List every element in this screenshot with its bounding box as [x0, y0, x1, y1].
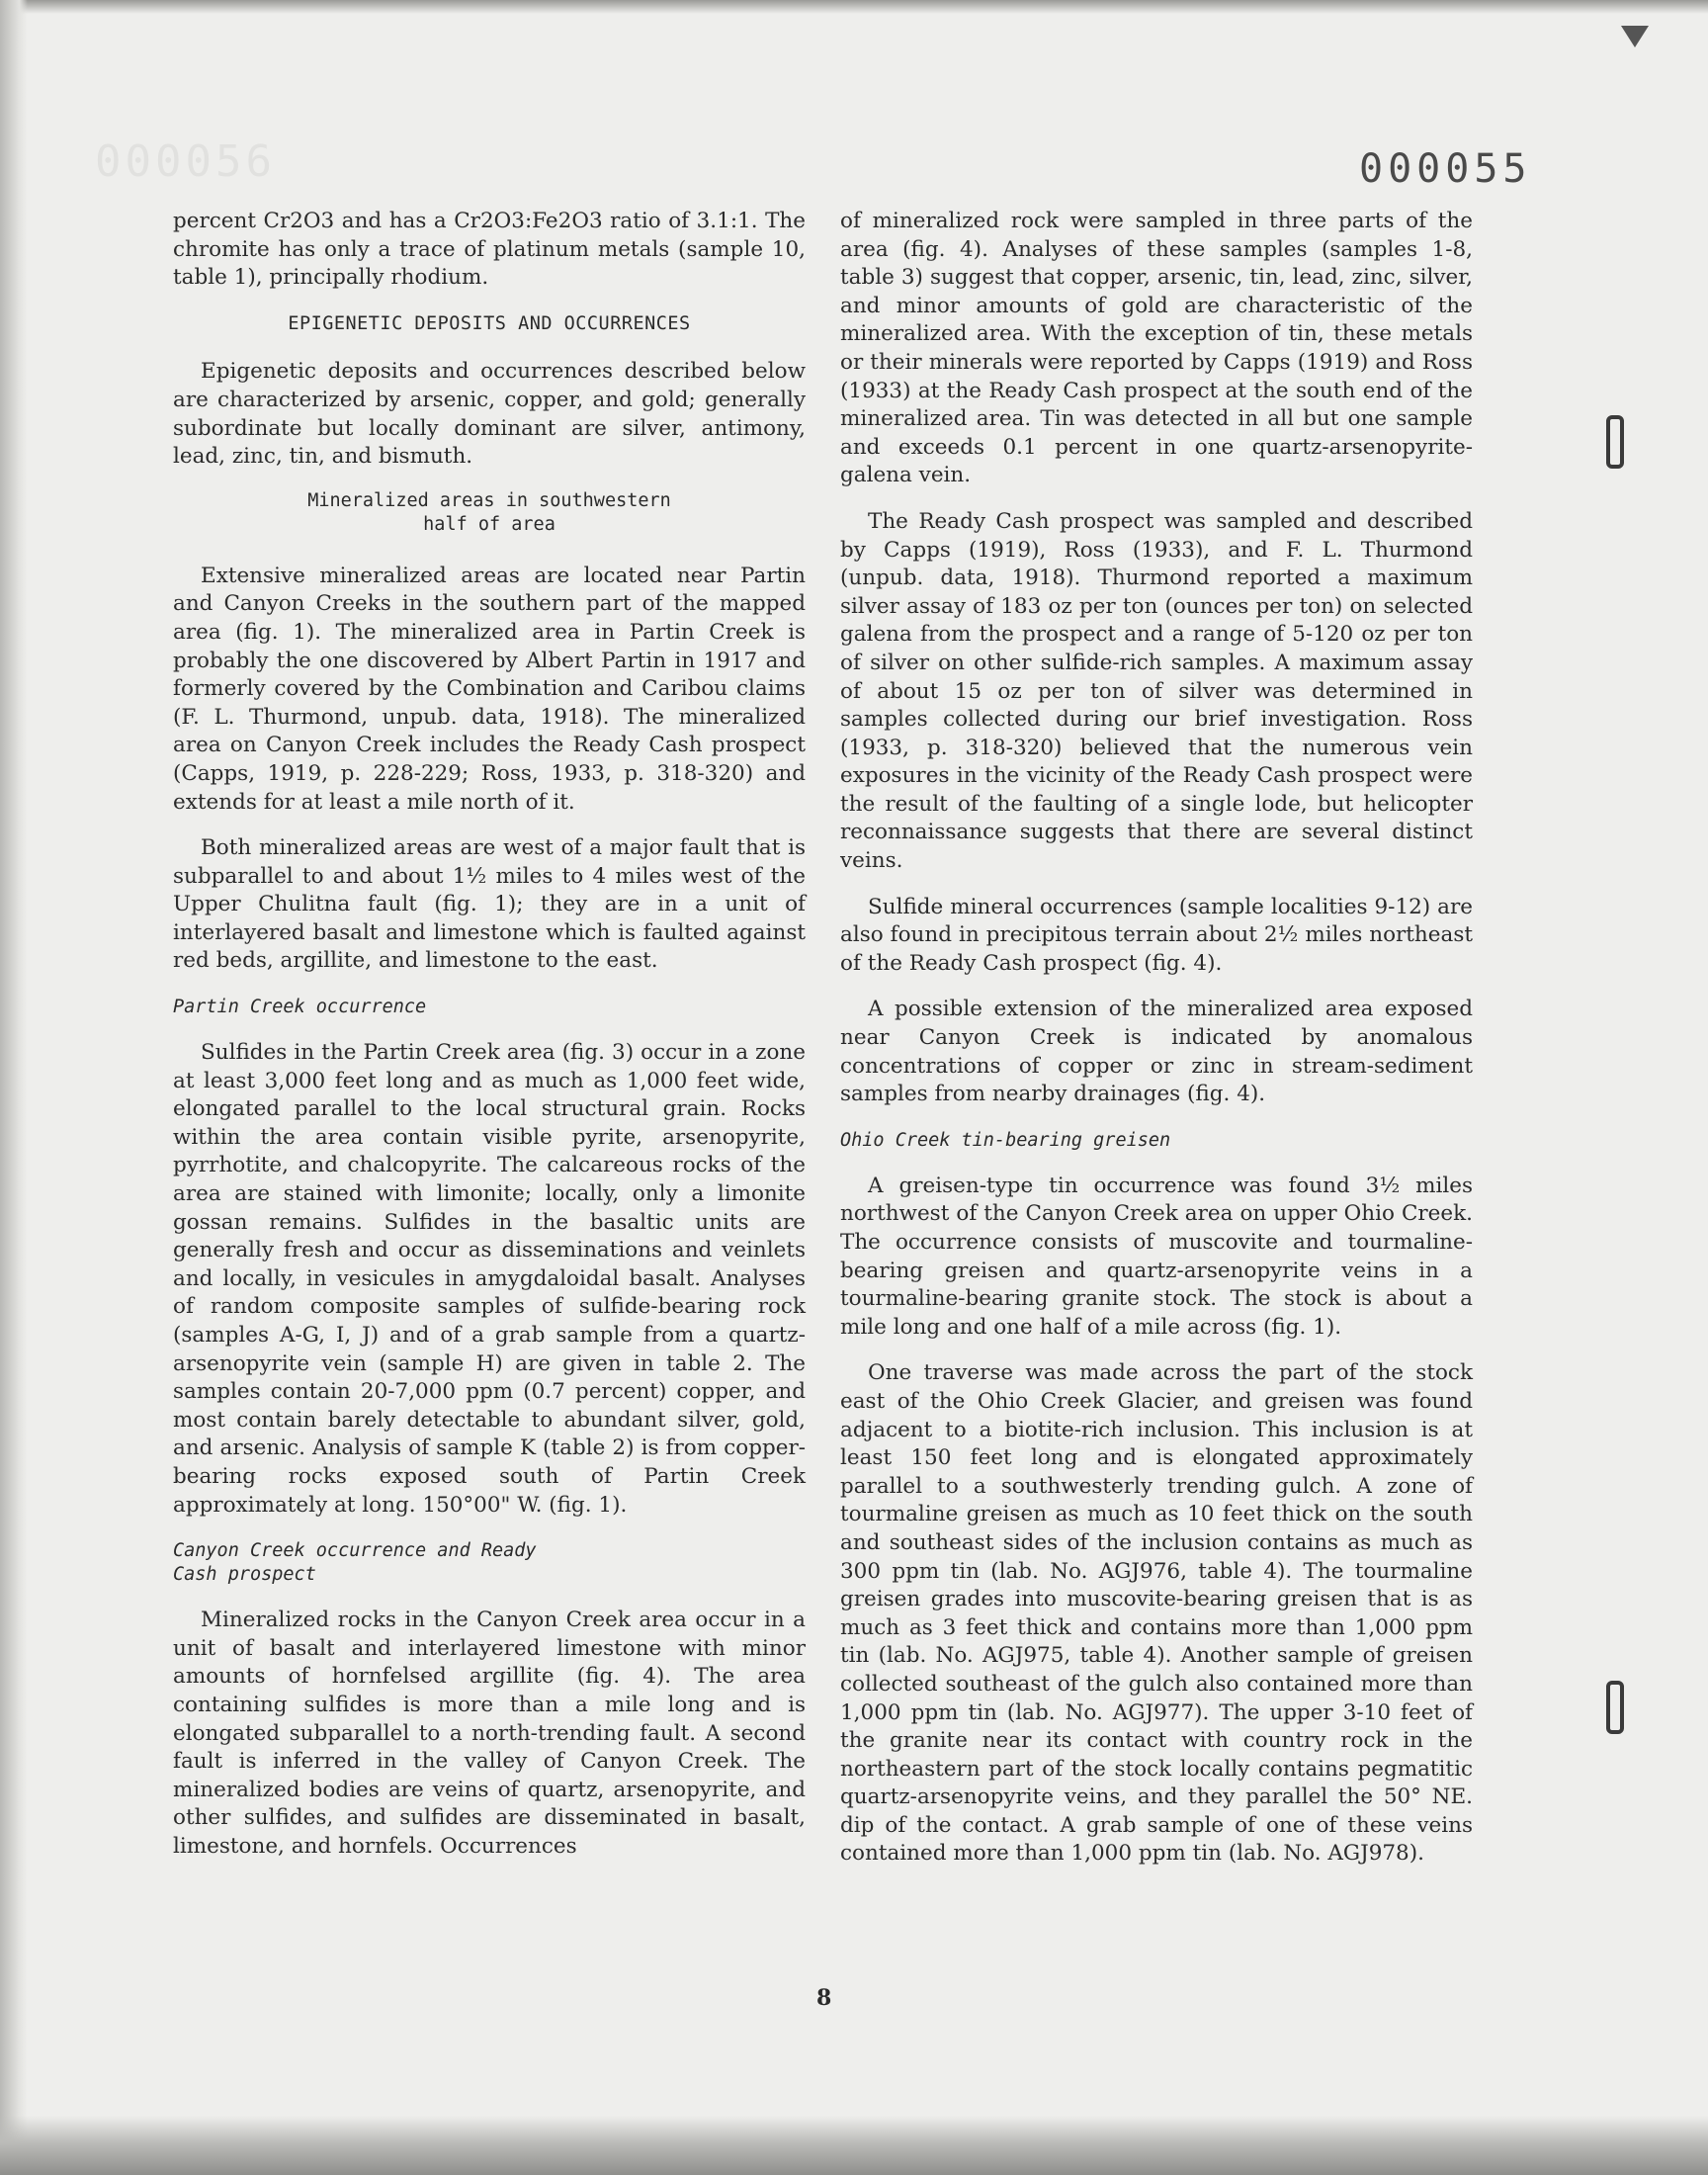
heading-partin-creek: Partin Creek occurrence: [173, 997, 427, 1018]
binder-ring-mark-2: [1606, 1681, 1624, 1734]
heading-ohio-creek: Ohio Creek tin-bearing greisen: [840, 1129, 1171, 1151]
paragraph-continued: of mineralized rock were sampled in three parts of the area (fig. 4). Analyses of these samples (samples 1-8, table 3) suggest that copper, arsenic, tin, lead, zinc, silver, and minor amounts of gold are characteristic of the mineralized area. With the exception of tin, these metals or their minerals were reported by Capps (1919) and Ross (1933) at the Ready Cash prospect at the south end of the mineralized area. Tin was detected in all but one sample and exceeds 0.1 percent in one quartz-arsenopyrite-galena vein.: [840, 209, 1473, 488]
paragraph-traverse: One traverse was made across the part of the stock east of the Ohio Creek Glacier, and greisen was found adjacent to a biotite-rich inclusion. This inclusion is at least 150 feet long and is elongated approximately parallel to a southwesterly trending gulch. A zone of tourmaline greisen as much as 10 feet thick on the south and southeast sides of the inclusion contains as much as 300 ppm tin (lab. No. AGJ976, table 4). The tourmaline greisen grades into muscovite-bearing greisen that is as much as 3 feet thick and contains more than 1,000 ppm tin (lab. No. AGJ975, table 4). Another sample of greisen collected southeast of the gulch also contained more than 1,000 ppm tin (lab. No. AGJ977). The upper 3-10 feet of the granite near its contact with country rock in the northeastern part of the stock locally contains pegmatitic quartz-arsenopyrite veins, and they parallel the 50° NE. dip of the contact. A grab sample of one of these veins contained more than 1,000 ppm tin (lab. No. AGJ978).: [840, 1360, 1473, 1867]
binder-ring-mark-1: [1606, 415, 1624, 469]
scan-left-edge: [0, 0, 28, 2175]
ghost-bleedthrough-number: 000056: [95, 136, 276, 187]
left-column: [173, 208, 806, 1879]
paragraph-both-areas: Both mineralized areas are west of a major fault that is subparallel to and about 1½ miles to 4 miles west of the Upper Chulitna fault (fig. 1); they are in a unit of interlayered basalt and limestone which is faulted against red beds, argillite, and limestone to the east.: [173, 835, 806, 974]
paragraph-canyon-creek: Mineralized rocks in the Canyon Creek area occur in a unit of basalt and interlayered limestone with minor amounts of hornfelsed argillite (fig. 4). The area containing sulfides is more than a mile long and is elongated subparallel to a north-trending fault. A second fault is inferred in the valley of Canyon Creek. The mineralized bodies are veins of quartz, arsenopyrite, and other sulfides, and sulfides are disseminated in basalt, limestone, and hornfels. Occurrences: [173, 1608, 806, 1859]
paragraph-greisen: A greisen-type tin occurrence was found 3½ miles northwest of the Canyon Creek area on upper Ohio Creek. The occurrence consists of muscovite and tourmaline-bearing greisen and quartz-arsenopyrite veins in a tourmaline-bearing granite stock. The stock is about a mile long and one half of a mile across (fig. 1).: [840, 1173, 1473, 1340]
scan-top-edge: [0, 0, 1708, 14]
page-number: 8: [816, 1985, 832, 2011]
paragraph-extensive: Extensive mineralized areas are located near Partin and Canyon Creeks in the southern part of the mapped area (fig. 1). The mineralized area in Partin Creek is probably the one discovered by Albert Partin in 1917 and formerly covered by the Combination and Caribou claims (F. L. Thurmond, unpub. data, 1918). The mineralized area on Canyon Creek includes the Ready Cash prospect (Capps, 1919, p. 228-229; Ross, 1933, p. 318-320) and extends for at least a mile north of it.: [173, 563, 806, 815]
paragraph-epigenetic: Epigenetic deposits and occurrences described below are characterized by arsenic, copper, and gold; generally subordinate but locally dominant are silver, antimony, lead, zinc, tin, and bismuth.: [173, 359, 806, 470]
intro-paragraph: percent Cr2O3 and has a Cr2O3:Fe2O3 ratio of 3.1:1. The chromite has only a trace of platinum metals (sample 10, table 1), principally rhodium.: [173, 209, 806, 291]
right-column: [840, 208, 1473, 1886]
paragraph-extension: A possible extension of the mineralized area exposed near Canyon Creek is indicated by anomalous concentrations of copper or zinc in stream-sediment samples from nearby drainages (fig. 4).: [840, 997, 1473, 1107]
scan-bottom-edge: [0, 2116, 1708, 2175]
document-number: 000055: [1359, 146, 1532, 192]
paragraph-partin-sulfides: Sulfides in the Partin Creek area (fig. 3) occur in a zone at least 3,000 feet long and as much as 1,000 feet wide, elongated parallel to the local structural grain. Rocks within the area contain visible pyrite, arsenopyrite, pyrrhotite, and chalcopyrite. The calcareous rocks of the area are stained with limonite; locally, only a limonite gossan remains. Sulfides in the basaltic units are generally fresh and occur as disseminations and veinlets and locally, in vesicules in amygdaloidal basalt. Analyses of random composite samples of sulfide-bearing rock (samples A-G, I, J) and of a grab sample from a quartz-arsenopyrite vein (sample H) are given in table 2. The samples contain 20-7,000 ppm (0.7 percent) copper, and most contain barely detectable to abundant silver, gold, and arsenic. Analysis of sample K (table 2) is from copper-bearing rocks exposed south of Partin Creek approximately at long. 150°00" W. (fig. 1).: [173, 1040, 806, 1518]
heading-canyon-creek: Canyon Creek occurrence and Ready Cash prospect: [173, 1540, 537, 1586]
heading-epigenetic-deposits: EPIGENETIC DEPOSITS AND OCCURRENCES: [288, 312, 691, 334]
paragraph-ready-cash: The Ready Cash prospect was sampled and described by Capps (1919), Ross (1933), and F. L. Thurmond (unpub. data, 1918). Thurmond reported a maximum silver assay of 183 oz per ton (ounces per ton) on selected galena from the prospect and a range of 5-120 oz per ton of silver on other sulfide-rich samples. A maximum assay of about 15 oz per ton of silver was determined in samples collected during our brief investigation. Ross (1933, p. 318-320) believed that the numerous vein exposures in the vicinity of the Ready Cash prospect were the result of the faulting of a single lode, but helicopter reconnaissance suggests that there are several distinct veins.: [840, 508, 1473, 874]
paragraph-sulfide-mineral: Sulfide mineral occurrences (sample localities 9-12) are also found in precipitous terrain about 2½ miles northeast of the Ready Cash prospect (fig. 4).: [840, 894, 1473, 976]
corner-fold-mark: [1621, 26, 1649, 47]
heading-mineralized-areas: Mineralized areas in southwestern half of area: [307, 489, 671, 535]
